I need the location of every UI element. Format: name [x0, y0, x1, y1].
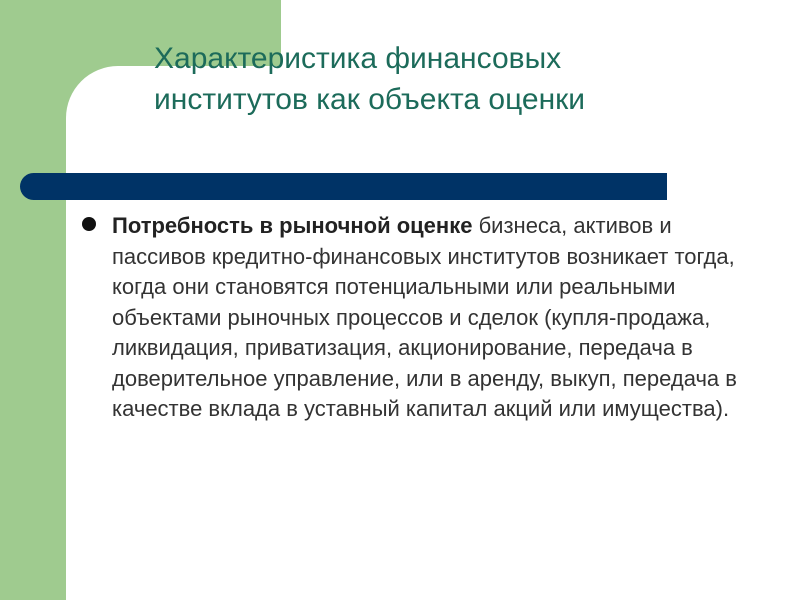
bullet-bold-text: Потребность в рыночной оценке	[112, 213, 473, 238]
bullet-list	[80, 211, 740, 425]
bullet-dot-icon	[82, 217, 96, 231]
slide-title: Характеристика финансовых институтов как объекта оценки	[154, 42, 586, 116]
title-divider-bar	[20, 173, 667, 200]
bullet-text: бизнеса, активов и пассивов кредитно-финансовых институтов возникает тогда, когда они становятся потенциальными или реальными объектами рыночных процессов и сделок (купля-продажа, ликвидация, приватизация, акционирование, передача в доверительное управление, или в аренду, выкуп, передача в качестве вклада в уставный капитал акций или имущества).	[112, 213, 737, 421]
bullet-item	[80, 211, 740, 425]
